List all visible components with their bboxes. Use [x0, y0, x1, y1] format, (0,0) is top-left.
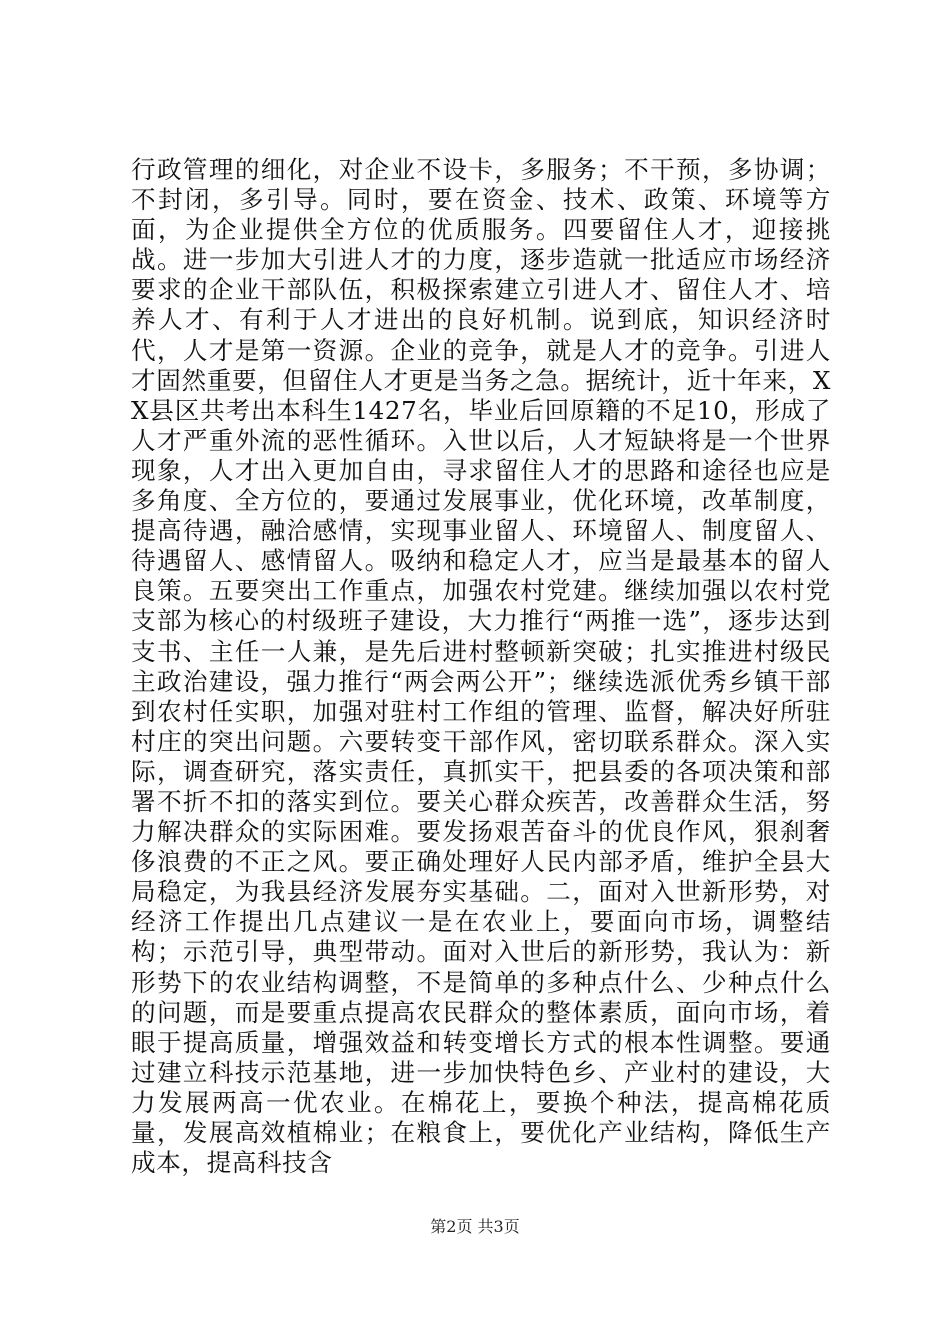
page-number-footer: 第2页 共3页 — [430, 1217, 520, 1236]
body-paragraph: 行政管理的细化，对企业不设卡，多服务；不干预，多协调；不封闭，多引导。同时，要在资金、技术、政策、环境等方面，为企业提供全方位的优质服务。四要留住人才，迎接挑战。进一步加大引进人才的力度，逐步造就一批适应市场经济要求的企业干部队伍，积极探索建立引进人才、留住人才、培养人才、有利于人才进出的良好机制。说到底，知识经济时代，人才是第一资源。企业的竞争，就是人才的竞争。引进人才固然重要，但留住人才更是当务之急。据统计，近十年来，XX县区共考出本科生1427名，毕业后回原籍的不足10，形成了人才严重外流的恶性循环。入世以后，人才短缺将是一个世界现象，人才出入更加自由，寻求留住人才的思路和途径也应是多角度、全方位的，要通过发展事业，优化环境，改革制度，提高待遇，融洽感情，实现事业留人、环境留人、制度留人、待遇留人、感情留人。吸纳和稳定人才，应当是最基本的留人良策。五要突出工作重点，加强农村党建。继续加强以农村党支部为核心的村级班子建设，大力推行“两推一选”，逐步达到支书、主任一人兼，是先后进村整顿新突破；扎实推进村级民主政治建设，强力推行“两会两公开”；继续选派优秀乡镇干部到农村任实职，加强对驻村工作组的管理、监督，解决好所驻村庄的突出问题。六要转变干部作风，密切联系群众。深入实际，调查研究，落实责任，真抓实干，把县委的各项决策和部署不折不扣的落实到位。要关心群众疾苦，改善群众生活，努力解决群众的实际困难。要发扬艰苦奋斗的优良作风，狠刹奢侈浪费的不正之风。要正确处理好人民内部矛盾，维护全县大局稳定，为我县经济发展夯实基础。二，面对入世新形势，对经济工作提出几点建议一是在农业上，要面向市场，调整结构；示范引导，典型带动。面对入世后的新形势，我认为：新形势下的农业结构调整，不是简单的多种点什么、少种点什么的问题，而是要重点提高农民群众的整体素质，面向市场，着眼于提高质量，增强效益和转变增长方式的根本性调整。要通过建立科技示范基地，进一步加快特色乡、产业村的建设，大力发展两高一优农业。在棉花上，要换个种法，提高棉花质量，发展高效植棉业；在粮食上，要优化产业结构，降低生产成本，提高科技含 — [131, 155, 831, 1178]
